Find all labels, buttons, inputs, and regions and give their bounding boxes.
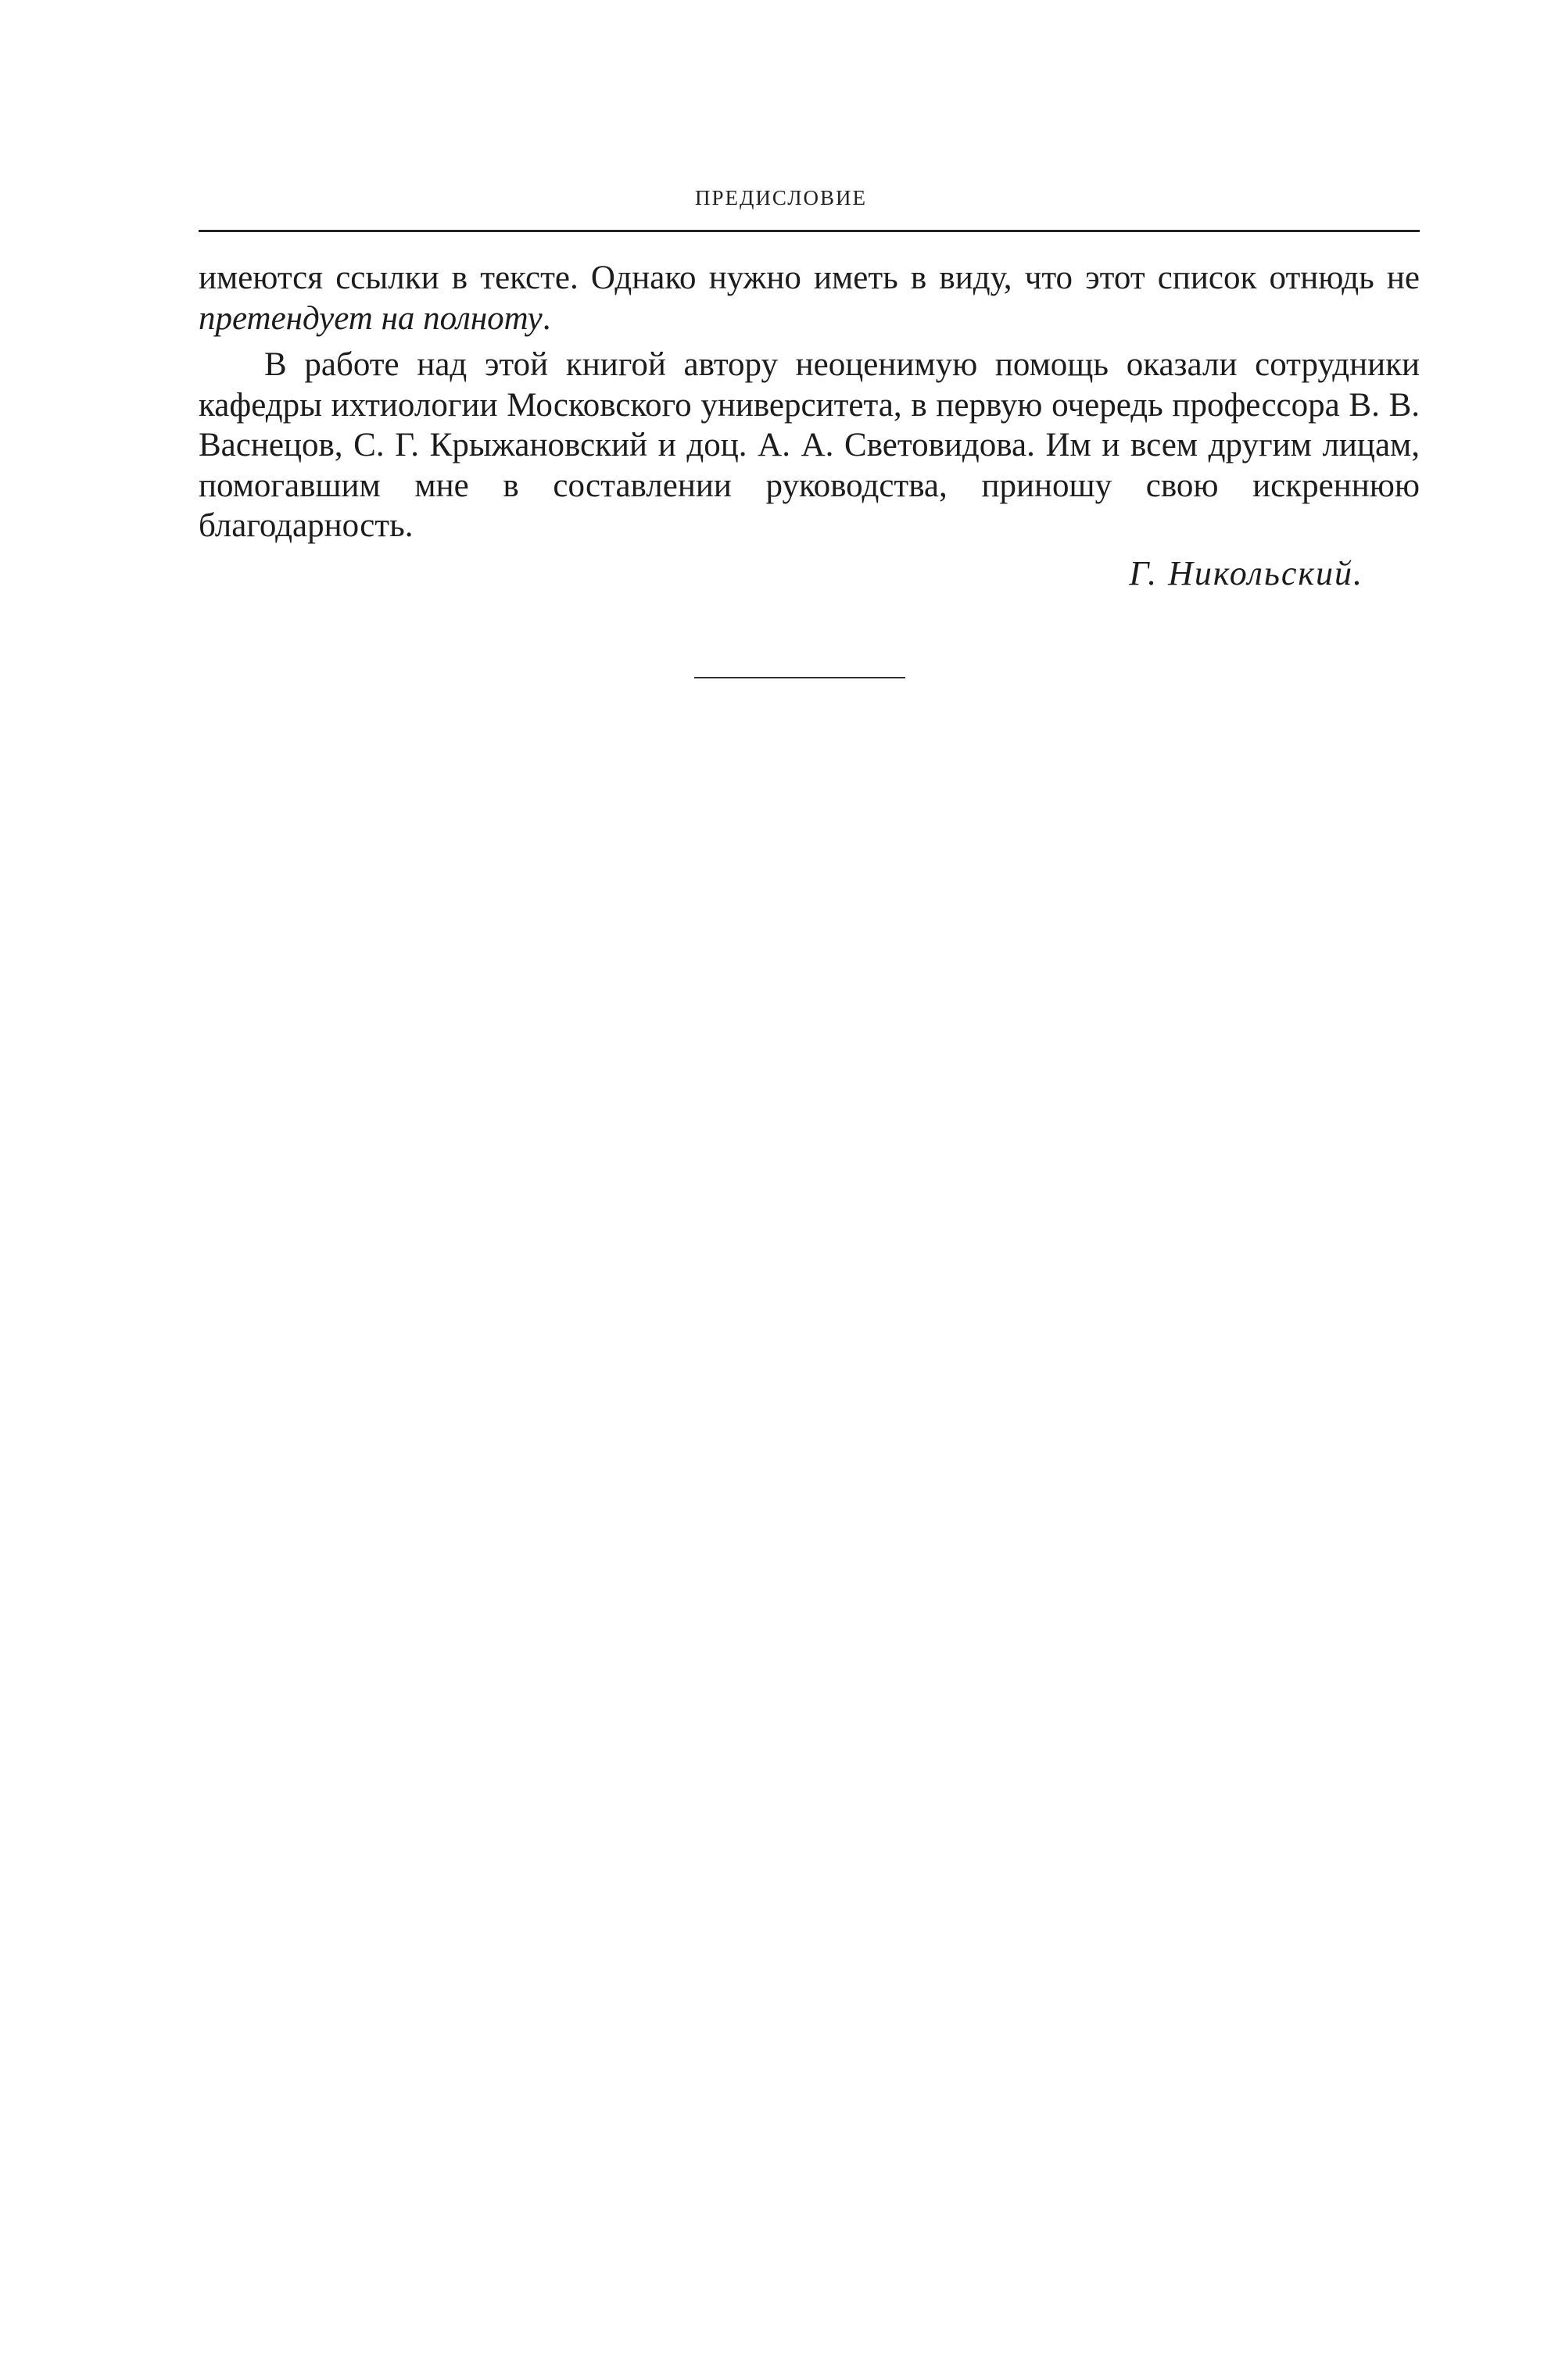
paragraph-1-emphasis: претендует на полноту (199, 299, 543, 337)
running-head: ПРЕДИСЛОВИЕ (694, 186, 868, 209)
header-rule (199, 230, 1420, 232)
paragraph-continuation (199, 258, 1420, 338)
paragraph-acknowledgements: В работе над этой книгой автору неоценимую помощь оказали сотрудники кафедры ихтиологии Московского университета, в первую очередь профессора В. В. Васнецов, С. Г. Крыжановский и доц. А. А. Световидова. Им и всем другим лицам, помогавшим мне в составлении руководства, приношу свою искреннюю благодарность. (199, 346, 1420, 544)
paragraph-1-text: имеются ссылки в тексте. Однако нужно иметь в виду, что этот список отнюдь не (199, 259, 1420, 296)
page-body (199, 258, 1420, 546)
paragraph-1-end: . (542, 299, 551, 337)
end-rule (694, 677, 905, 678)
author-signature: Г. Никольский. (1129, 554, 1363, 592)
